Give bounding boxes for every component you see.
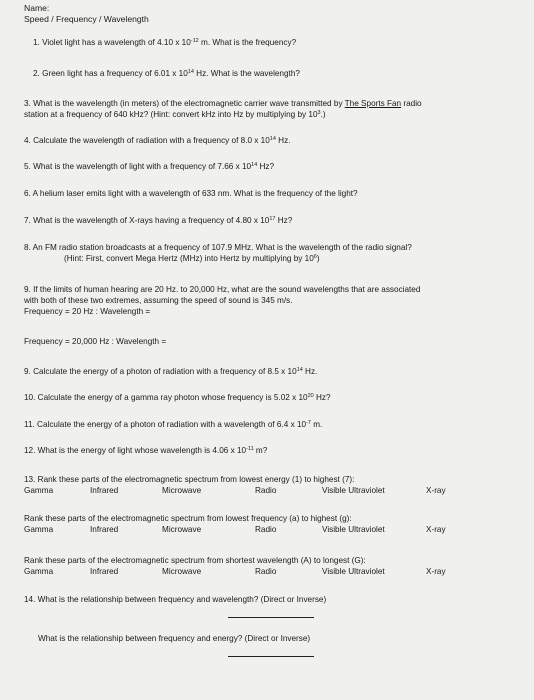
spectrum-item: Microwave [162,486,202,495]
spectrum-item: Radio [255,525,277,534]
spectrum-item: Gamma [24,525,54,534]
spectrum-row-frequency [24,524,446,535]
question-12: 12. What is the energy of light whose wavelength is 4.06 x $10^{-11}$ m? [24,446,268,455]
question-9a: 9. If the limits of human hearing are 20 Hz. to 20,000 Hz, what are the sound wavelengths that are associated [24,285,421,294]
rank-by-frequency: Rank these parts of the electromagnetic spectrum from lowest frequency (a) to highest (g): [24,514,352,523]
question-8-hint: (Hint: First, convert Mega Hertz (MHz) into Hertz by multiplying by $10^6$) [64,254,320,263]
question-4: 4. Calculate the wavelength of radiation with a frequency of 8.0 x $10^{14}$ Hz. [24,136,291,145]
worksheet-title: Speed / Frequency / Wavelength [24,14,149,24]
question-14: 14. What is the relationship between frequency and wavelength? (Direct or Inverse) [24,595,327,604]
frequency-20000hz-line: Frequency = 20,000 Hz : Wavelength = [24,337,167,346]
spectrum-item: Radio [255,567,277,576]
station-name: The Sports Fan [344,99,402,108]
question-2: 2. Green light has a frequency of 6.01 x $10^{14}$ Hz. What is the wavelength? [33,69,300,78]
spectrum-item: X-ray [426,486,446,495]
spectrum-item: Infrared [90,525,119,534]
answer-blank[interactable] [228,617,314,618]
question-11: 11. Calculate the energy of a photon of radiation with a wavelength of 6.4 x $10^{-7}$ m. [24,420,323,429]
question-1: 1. Violet light has a wavelength of 4.10 x $10^{-12}$ m. What is the frequency? [33,38,297,47]
spectrum-item: Gamma [24,567,54,576]
spectrum-item: Gamma [24,486,54,495]
question-9a-line-2: with both of these two extremes, assuming the speed of sound is 345 m/s. [24,296,293,305]
spectrum-item: Radio [255,486,277,495]
name-label: Name: [24,3,50,13]
spectrum-item: X-ray [426,567,446,576]
question-9b: 9. Calculate the energy of a photon of radiation with a frequency of 8.5 x $10^{14}$ Hz. [24,367,318,376]
question-13: 13. Rank these parts of the electromagnetic spectrum from lowest energy (1) to highest (7): [24,475,355,484]
question-8: 8. An FM radio station broadcasts at a frequency of 107.9 MHz. What is the wavelength of the radio signal? [24,243,412,252]
spectrum-item: Visible Ultraviolet [322,567,385,576]
spectrum-item: Visible Ultraviolet [322,525,385,534]
spectrum-item: Infrared [90,486,119,495]
question-3-line-2: station at a frequency of 640 kHz? (Hint: convert kHz into Hz by multiplying by $10^3$.) [24,110,326,119]
spectrum-item: Microwave [162,567,202,576]
rank-by-wavelength: Rank these parts of the electromagnetic spectrum from shortest wavelength (A) to longest (G): [24,556,366,565]
question-5: 5. What is the wavelength of light with a frequency of 7.66 x $10^{14}$ Hz? [24,162,275,171]
question-14-part-2: What is the relationship between frequency and energy? (Direct or Inverse) [38,634,311,643]
question-10: 10. Calculate the energy of a gamma ray photon whose frequency is 5.02 x $10^{20}$ Hz? [24,393,331,402]
question-3: 3. What is the wavelength (in meters) of the electromagnetic carrier wave transmitted by The Sports Fan radio [24,99,422,108]
spectrum-row-energy [24,485,446,496]
question-7: 7. What is the wavelength of X-rays having a frequency of 4.80 x $10^{17}$ Hz? [24,216,293,225]
answer-blank[interactable] [228,656,314,657]
spectrum-item: X-ray [426,525,446,534]
spectrum-item: Visible Ultraviolet [322,486,385,495]
frequency-20hz-line: Frequency = 20 Hz : Wavelength = [24,307,151,316]
spectrum-item: Infrared [90,567,119,576]
spectrum-item: Microwave [162,525,202,534]
spectrum-row-wavelength [24,566,446,577]
question-6: 6. A helium laser emits light with a wavelength of 633 nm. What is the frequency of the light? [24,189,358,198]
